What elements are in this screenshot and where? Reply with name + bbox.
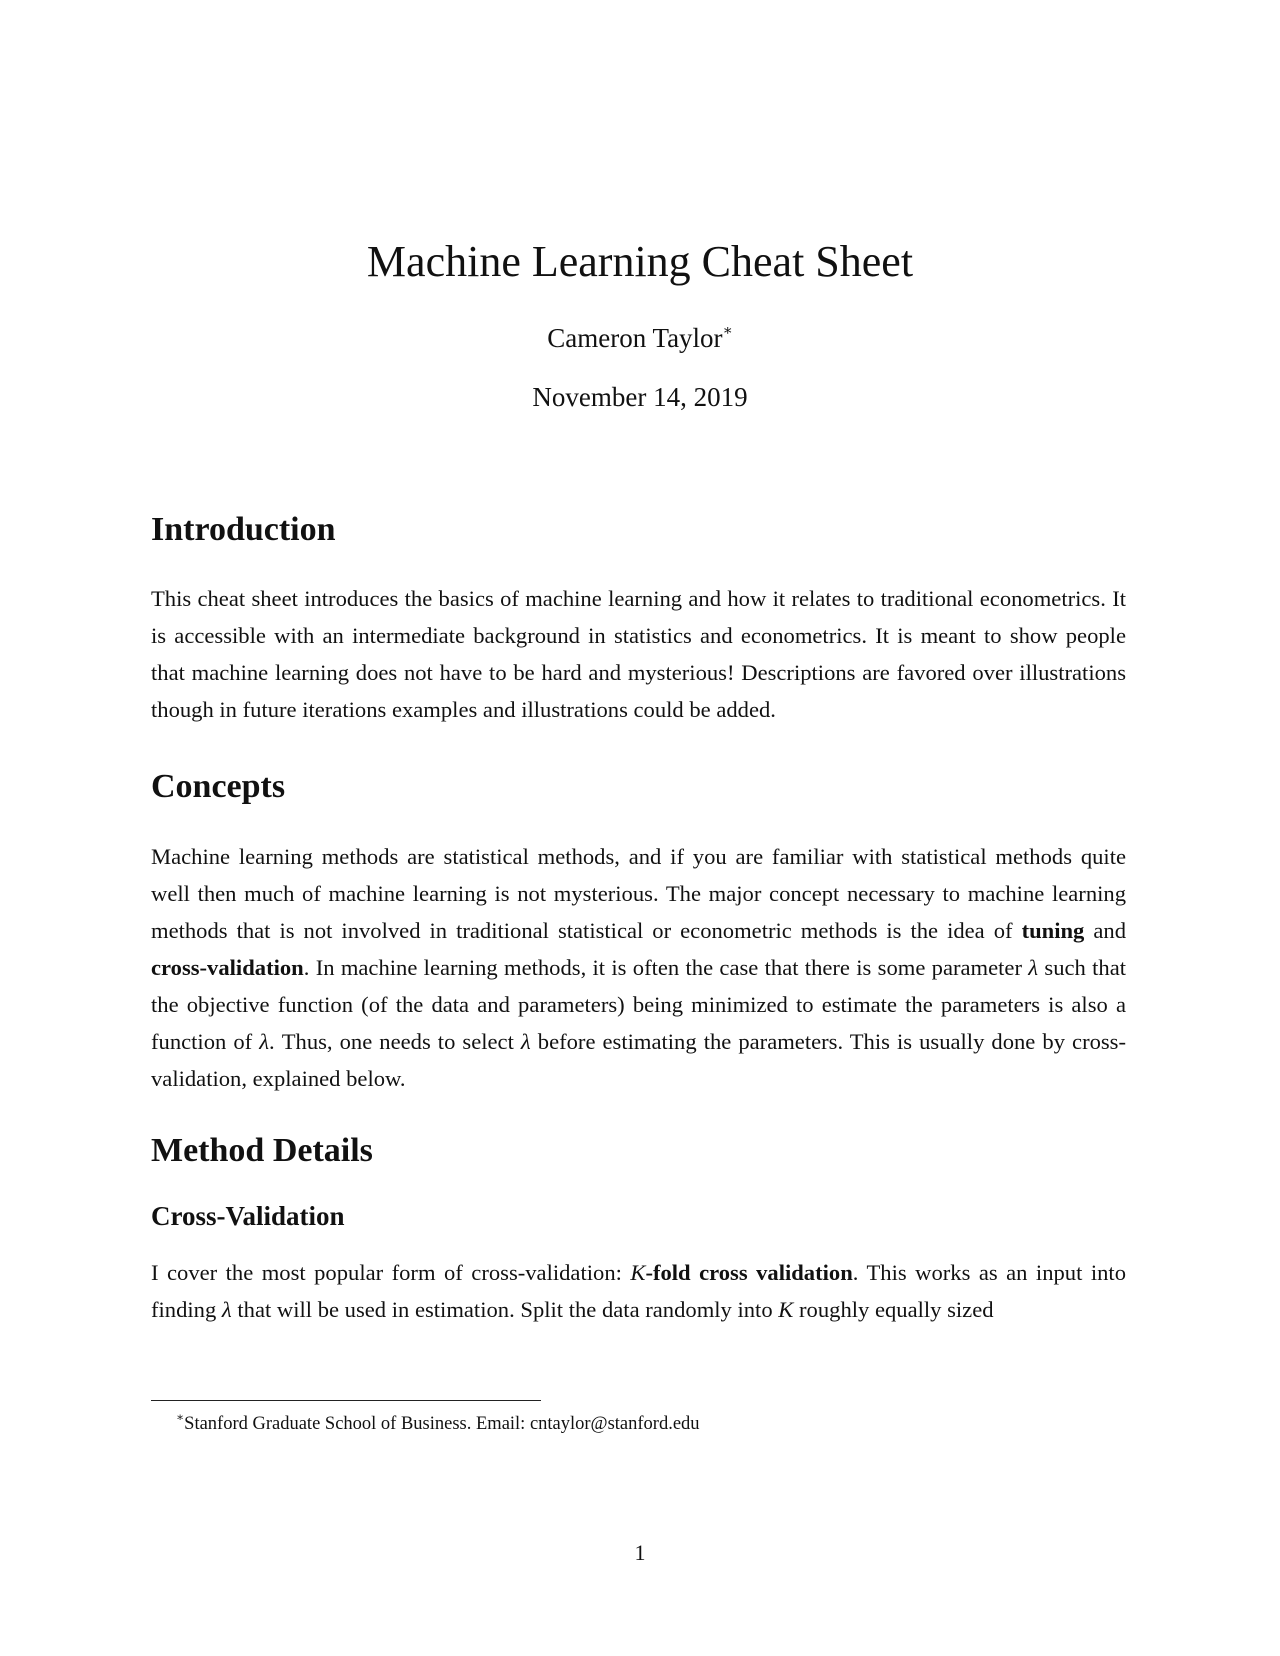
text-run: . This works as an input into finding	[151, 1260, 1126, 1323]
term-k-fold: -fold cross validation	[645, 1260, 853, 1286]
k-symbol: K	[778, 1297, 794, 1323]
footnote	[176, 1411, 700, 1435]
author-footnote-mark[interactable]: ∗	[722, 323, 733, 339]
page-title: Machine Learning Cheat Sheet	[366, 237, 914, 286]
method-details-heading: Method Details	[151, 1132, 373, 1169]
section-concepts	[151, 767, 1126, 1097]
text-run: roughly equally sized	[793, 1297, 994, 1323]
concepts-paragraph	[151, 838, 1126, 1097]
section-introduction	[151, 510, 1126, 728]
lambda-symbol: λ	[221, 1297, 232, 1323]
section-method-details	[151, 1131, 1126, 1328]
concepts-heading: Concepts	[151, 768, 286, 805]
cross-validation-subheading: Cross-Validation	[151, 1200, 345, 1231]
lambda-symbol: λ	[1028, 954, 1039, 980]
term-cross-validation: cross-validation	[151, 954, 304, 980]
text-run: . In machine learning methods, it is often the case that there is some parameter	[303, 954, 1029, 980]
text-run: . Thus, one needs to select	[269, 1028, 521, 1054]
k-symbol: K	[630, 1260, 646, 1286]
cross-validation-paragraph	[151, 1254, 1126, 1328]
date: November 14, 2019	[532, 382, 748, 412]
lambda-symbol: λ	[259, 1028, 270, 1054]
author-line	[0, 322, 1280, 354]
introduction-heading: Introduction	[151, 511, 336, 548]
text-run: before estimating the parameters. This is usually done by cross-validation, explained below.	[151, 1028, 1126, 1091]
author-name: Cameron Taylor	[547, 323, 723, 353]
introduction-paragraph: This cheat sheet introduces the basics of machine learning and how it relates to traditional econometrics. It is accessible with an intermediate background in statistics and econometrics. It is meant to show people that machine learning does not have to be hard and mysterious! Descriptions are favored over illustrations though in future iterations examples and illustrations could be added.	[151, 585, 1126, 722]
text-run: I cover the most popular form of cross-validation:	[151, 1260, 631, 1286]
footnote-mark: ∗	[176, 1410, 185, 1424]
footnote-rule	[151, 1400, 541, 1401]
page-number: 1	[634, 1540, 646, 1565]
footnote-text: Stanford Graduate School of Business. Email: cntaylor@stanford.edu	[184, 1414, 700, 1435]
text-run: Machine learning methods are statistical methods, and if you are familiar with statistical methods quite well then much of machine learning is not mysterious. The major concept necessary to machine learning methods that is not involved in traditional statistical or econometric methods is the idea of	[151, 843, 1126, 943]
text-run: that will be used in estimation. Split the data randomly into	[231, 1297, 779, 1323]
text-run: and	[1084, 917, 1126, 943]
lambda-symbol: λ	[520, 1028, 531, 1054]
text-run: such that the objective function (of the data and parameters) being minimized to estimate the parameters is also a function of	[151, 954, 1127, 1054]
term-tuning: tuning	[1021, 917, 1085, 943]
